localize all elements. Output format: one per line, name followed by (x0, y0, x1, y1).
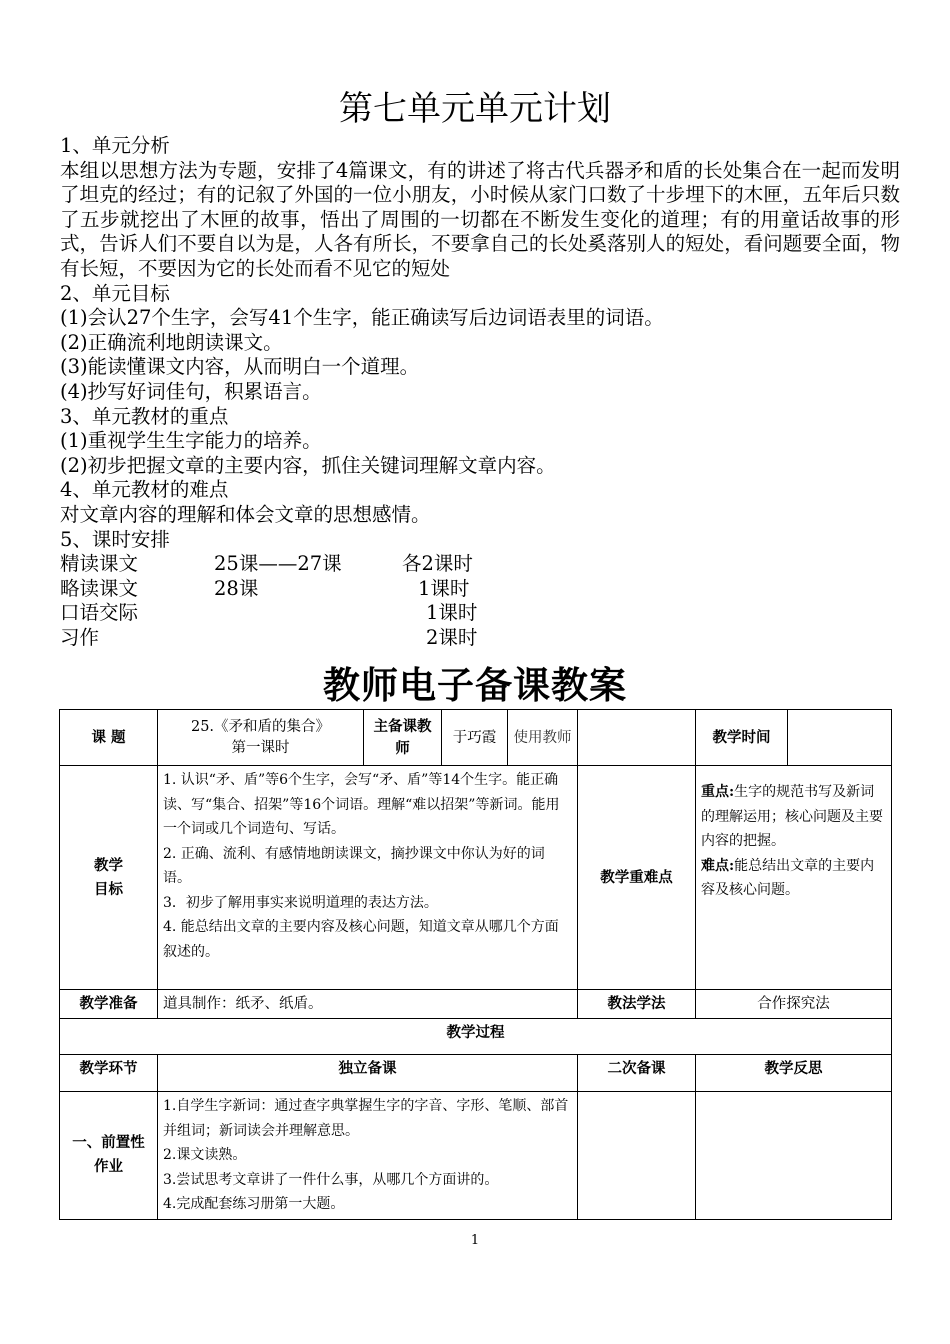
prep-value: 道具制作：纸矛、纸盾。 (158, 990, 578, 1019)
section-heading-schedule: 5、课时安排 (60, 527, 170, 551)
time-value (788, 710, 892, 766)
goals-label: 教学 目标 (60, 766, 158, 990)
page-number: 1 (470, 1233, 480, 1248)
method-label: 教法学法 (578, 990, 696, 1019)
lesson-plan-title: 教师电子备课教案 (323, 663, 627, 707)
col-stage: 教学环节 (60, 1055, 158, 1092)
schedule-row (60, 626, 900, 651)
key-text: 生字的规范书写及新词的理解运用；核心问题及主要内容的把握。 (701, 784, 883, 849)
keypoints-label: 教学重难点 (578, 766, 696, 990)
stage1-second (578, 1092, 696, 1220)
table-row (60, 1055, 892, 1092)
goal-text: 1. 认识“矛、盾”等6个生字，会写“矛、盾”等14个生字。能正确读、写“集合、招架”等16个词语。理解“难以招架”等新词。能用一个词或几个词造句、写话。 (163, 772, 560, 837)
schedule-type: 口语交际 (60, 601, 139, 625)
table-row (60, 1092, 892, 1220)
section-heading-focus: 3、单元教材的重点 (60, 404, 229, 428)
use-teacher-value (578, 710, 696, 766)
schedule-hours: 2课时 (426, 625, 478, 649)
table-row (60, 990, 892, 1019)
section-heading-difficulty: 4、单元教材的难点 (60, 478, 229, 502)
use-teacher-label: 使用教师 (508, 710, 578, 766)
key-label: 重点: (701, 784, 735, 800)
goal-item: (2)正确流利地朗读课文。 (60, 330, 283, 354)
section-heading-goals: 2、单元目标 (60, 281, 170, 305)
table-row (60, 1019, 892, 1055)
topic-label: 课 题 (60, 710, 158, 766)
schedule-lessons: 28课 (214, 576, 259, 600)
stage1-item: 4.完成配套练习册第一大题。 (163, 1196, 345, 1212)
goal-text: 3．初步了解用事实来说明道理的表达方法。 (163, 894, 438, 911)
focus-item: (1)重视学生生字能力的培养。 (60, 429, 322, 453)
schedule-row (60, 552, 900, 577)
main-teacher-label: 主备课教师 (364, 710, 442, 766)
process-label: 教学过程 (60, 1019, 892, 1055)
col-second: 二次备课 (578, 1055, 696, 1092)
section-heading-analysis: 1、单元分析 (60, 134, 170, 157)
schedule-type: 精读课文 (60, 552, 139, 576)
schedule-hours: 1课时 (418, 576, 470, 600)
schedule-hours: 1课时 (426, 601, 478, 625)
topic-period: 第一课时 (231, 739, 290, 756)
col-independent: 独立备课 (158, 1055, 578, 1092)
goal-item: (3)能读懂课文内容，从而明白一个道理。 (60, 355, 420, 379)
difficulty-text: 能总结出文章的主要内容及核心问题。 (701, 857, 875, 898)
method-value: 合作探究法 (696, 990, 892, 1019)
table-row (60, 710, 892, 766)
main-teacher-value: 于巧霞 (442, 710, 508, 766)
keypoints-cell (696, 766, 892, 990)
goals-cell (158, 766, 578, 990)
stage1-item: 2.课文读熟。 (163, 1147, 247, 1163)
schedule-lessons: 25课——27课 (214, 552, 342, 576)
time-label: 教学时间 (696, 710, 788, 766)
goal-text: 4. 能总结出文章的主要内容及核心问题，知道文章从哪几个方面叙述的。 (163, 919, 559, 960)
lesson-plan-table (59, 709, 892, 1220)
stage1-content (158, 1092, 578, 1220)
stage1-item: 3.尝试思考文章讲了一件什么事，从哪几个方面讲的。 (163, 1171, 499, 1188)
table-row (60, 766, 892, 990)
unit-plan-body (60, 134, 900, 650)
topic-title: 25.《矛和盾的集合》 (190, 718, 331, 735)
unit-plan-title: 第七单元单元计划 (339, 89, 611, 129)
schedule-type: 略读课文 (60, 576, 139, 600)
difficulty-label: 难点: (701, 857, 735, 874)
schedule-row (60, 601, 900, 626)
col-reflect: 教学反思 (696, 1055, 892, 1092)
section-body-difficulty: 对文章内容的理解和体会文章的思想感情。 (60, 502, 431, 526)
goal-text: 2. 正确、流利、有感情地朗读课文，摘抄课文中你认为好的词语。 (163, 845, 545, 886)
goal-item: (4)抄写好词佳句，积累语言。 (60, 379, 322, 403)
schedule-type: 习作 (60, 625, 100, 649)
prep-label: 教学准备 (60, 990, 158, 1019)
schedule-hours: 各2课时 (402, 552, 473, 576)
stage1-reflect (696, 1092, 892, 1220)
focus-item: (2)初步把握文章的主要内容，抓住关键词理解文章内容。 (60, 453, 556, 477)
stage1-label: 一、前置性 作业 (60, 1092, 158, 1220)
stage1-item: 1.自学生字新词：通过查字典掌握生字的字音、字形、笔顺、部首并组词；新词读会并理解意思。 (163, 1098, 569, 1139)
section-body-analysis: 本组以思想方法为专题，安排了4篇课文，有的讲述了将古代兵器矛和盾的长处集合在一起而发明了坦克的经过；有的记叙了外国的一位小朋友，小时候从家门口数了十步埋下的木匣，五年后只数了五步就挖出了木匣的故事，悟出了周围的一切都在不断发生变化的道理；有的用童话故事的形式，告诉人们不要自以为是，人各有所长，不要拿自己的长处奚落别人的短处，看问题要全面，物有长短，不要因为它的长处而看不见它的短处 (60, 158, 900, 280)
schedule-row (60, 577, 900, 602)
goal-item: (1)会认27个生字，会写41个生字，能正确读写后边词语表里的词语。 (60, 306, 664, 330)
topic-cell (158, 710, 364, 766)
